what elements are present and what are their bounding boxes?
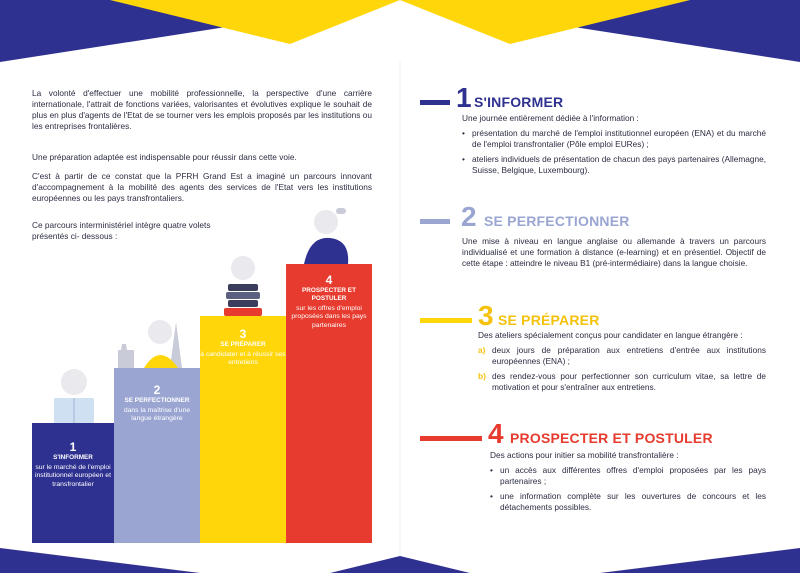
section-3-title: SE PRÉPARER	[498, 312, 600, 328]
section-2-title: SE PERFECTIONNER	[484, 213, 630, 229]
list-item	[478, 371, 766, 393]
bottom-center-navy-triangle	[330, 556, 470, 573]
section-4-title: PROSPECTER ET POSTULER	[510, 430, 713, 446]
intro-paragraph-4: Ce parcours interministériel intègre quatre volets présentés ci- dessous :	[32, 220, 211, 241]
step-subtitle: sur les offres d'emploi proposées dans les pays partenaires	[291, 305, 367, 329]
bottom-left-navy-triangle	[0, 548, 200, 573]
list-item	[462, 128, 766, 150]
section-2-number: 2	[461, 201, 477, 232]
section-4-body	[490, 450, 766, 513]
list-item	[490, 465, 766, 487]
list-item	[490, 491, 766, 513]
step-subtitle: sur le marché de l'emploi institutionnel européen et transfrontalier	[35, 464, 111, 488]
step-title: S'INFORMER	[53, 454, 93, 461]
section-1-intro: Une journée entièrement dédiée à l'information :	[462, 113, 639, 123]
intro-paragraph-1: La volonté d'effectuer une mobilité professionnelle, la perspective d'une carrière internationale, l'attrait de fonctions variées, valorisantes et évolutives explique le souhait de plus en plus d'agents de l'Etat de se tourner vers les emplois proposés par les institutions ou les entreprises frontalières.	[32, 88, 372, 131]
intro-paragraph-3: C'est à partir de ce constat que la PFRH Grand Est a imaginé un parcours innovant d'accompagnement à la mobilité des agents des services de l'Etat vers les institutions européennes ou les pays transfrontaliers.	[32, 171, 372, 203]
section-3-accent-bar	[420, 318, 472, 323]
step-2-perfectionner	[114, 368, 200, 543]
step-title: PROSPECTER ET POSTULER	[302, 287, 356, 302]
step-number: 4	[325, 273, 333, 287]
step-title: SE PRÉPARER	[220, 341, 266, 348]
section-3-number: 3	[478, 300, 494, 331]
section-4-number: 4	[488, 418, 504, 449]
bullet-marker: •	[490, 491, 493, 501]
step-subtitle: à candidater et à réussir ses entretiens	[200, 351, 286, 367]
section-1-body	[462, 113, 766, 176]
section-3-body	[478, 330, 766, 393]
list-item-text: un accès aux différentes offres d'emploi proposées par les pays partenaires ;	[500, 465, 766, 486]
section-1-title: S'INFORMER	[474, 94, 564, 110]
intro-paragraph-2: Une préparation adaptée est indispensable pour réussir dans cette voie.	[32, 152, 297, 162]
bullet-marker: •	[490, 465, 493, 475]
bullet-marker: •	[462, 128, 465, 138]
step-subtitle: dans la maîtrise d'une langue étrangère	[123, 407, 191, 423]
list-marker: b)	[478, 371, 486, 381]
section-4-intro: Des actions pour initier sa mobilité transfrontalière :	[490, 450, 679, 460]
section-1-accent-bar	[420, 100, 450, 105]
list-marker: a)	[478, 345, 486, 355]
step-number: 3	[239, 327, 247, 341]
bottom-right-navy-triangle	[600, 548, 800, 573]
step-title: SE PERFECTIONNER	[124, 397, 190, 404]
bullet-marker: •	[462, 154, 465, 164]
section-2-body	[462, 236, 766, 269]
list-item-text: des rendez-vous pour perfectionner son curriculum vitae, sa lettre de motivation et pour s'entraîner aux entretiens.	[492, 371, 766, 392]
list-item-text: ateliers individuels de présentation de chacun des pays partenaires (Allemagne, Suisse, Belgique, Luxembourg).	[472, 154, 766, 175]
list-item-text: présentation du marché de l'emploi institutionnel européen (ENA) et du marché de l'emploi transfrontalier (Pôle emploi EURes) ;	[472, 128, 766, 149]
section-1-number: 1	[456, 82, 472, 113]
step-number: 1	[69, 440, 77, 454]
list-item-text: une information complète sur les ouvertures de concours et les détachements possibles.	[500, 491, 766, 512]
list-item-text: deux jours de préparation aux entretiens d'entrée aux institutions européennes (ENA) ;	[492, 345, 766, 366]
section-2-accent-bar	[420, 219, 450, 224]
step-3-preparer	[200, 316, 286, 543]
step-1-informer	[32, 423, 114, 543]
step-number: 2	[153, 383, 161, 397]
section-2-intro: Une mise à niveau en langue anglaise ou allemande à travers un parcours individualisé et une formation à distance (e-learning) et en présentiel. Objectif de cette étape : atteindre le niveau B1 (pré-intermédiaire) dans la langue choisie.	[462, 236, 766, 268]
list-item	[462, 154, 766, 176]
section-3-intro: Des ateliers spécialement conçus pour candidater en langue étrangère :	[478, 330, 743, 340]
list-item	[478, 345, 766, 367]
section-4-accent-bar	[420, 436, 482, 441]
step-4-prospecter	[286, 264, 372, 543]
